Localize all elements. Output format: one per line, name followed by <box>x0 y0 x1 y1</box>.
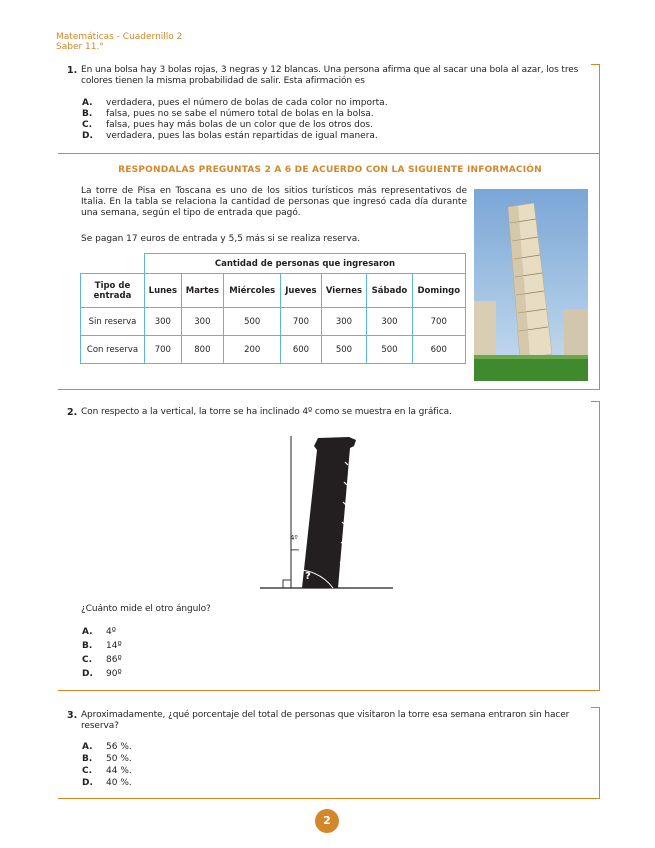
q3-option-d[interactable]: D. 40 %. <box>82 778 132 788</box>
question-1-text: En una bolsa hay 3 bolas rojas, 3 negras y 12 blancas. Una persona afirma que al sacar una bola al azar, los tres colores tienen la misma probabilidad de salir. Esta afirmación es <box>81 65 579 86</box>
q2-option-a[interactable]: A. 4º <box>82 627 116 637</box>
question-2-prompt: ¿Cuánto mide el otro ángulo? <box>81 604 211 614</box>
day-header: Lunes <box>145 274 182 308</box>
table-cell: 300 <box>145 308 182 336</box>
day-header: Martes <box>181 274 223 308</box>
table-cell: 500 <box>321 336 367 364</box>
info-paragraph-2: Se pagan 17 euros de entrada y 5,5 más si se realiza reserva. <box>81 234 361 244</box>
day-header: Domingo <box>412 274 465 308</box>
table-corner-header: Tipo de entrada <box>81 274 145 308</box>
question-1-number: 1. <box>67 65 78 76</box>
q2-option-b[interactable]: B. 14º <box>82 641 122 651</box>
table-cell: 600 <box>281 336 321 364</box>
leaning-tower-diagram <box>250 432 400 592</box>
table-row-con-reserva <box>81 336 466 364</box>
row-label: Con reserva <box>81 336 145 364</box>
table-cell: 200 <box>224 336 281 364</box>
day-header: Jueves <box>281 274 321 308</box>
table-cell: 800 <box>181 336 223 364</box>
table-cell: 700 <box>281 308 321 336</box>
table-cell: 600 <box>412 336 465 364</box>
question-2-text: Con respecto a la vertical, la torre se ha inclinado 4º como se muestra en la gráfica. <box>81 407 452 417</box>
table-cell: 700 <box>412 308 465 336</box>
question-2-number: 2. <box>67 407 78 418</box>
header-subject: Matemáticas - Cuadernillo 2 <box>56 32 183 42</box>
q3-option-b[interactable]: B. 50 %. <box>82 754 132 764</box>
table-caption: Cantidad de personas que ingresaron <box>145 254 466 274</box>
table-cell: 500 <box>367 336 412 364</box>
visitors-table <box>80 253 466 364</box>
table-cell: 300 <box>181 308 223 336</box>
q1-option-a[interactable]: A. verdadera, pues el número de bolas de cada color no importa. <box>82 98 388 108</box>
info-title: RESPONDALAS PREGUNTAS 2 A 6 DE ACUERDO CON LA SIGUIENTE INFORMACIÓN <box>118 165 542 175</box>
day-header: Viernes <box>321 274 367 308</box>
q2-option-d[interactable]: D. 90º <box>82 669 122 679</box>
angle-4-label: 4º <box>290 534 298 542</box>
pisa-tower-photo <box>474 189 588 381</box>
table-cell: 500 <box>224 308 281 336</box>
q3-option-a[interactable]: A. 56 %. <box>82 742 132 752</box>
page-number: 2 <box>315 809 339 833</box>
day-header: Sábado <box>367 274 412 308</box>
header-exam: Saber 11.° <box>56 42 104 52</box>
table-row-sin-reserva <box>81 308 466 336</box>
q3-option-c[interactable]: C. 44 %. <box>82 766 132 776</box>
row-label: Sin reserva <box>81 308 145 336</box>
table-cell: 300 <box>367 308 412 336</box>
unknown-angle-label: ? <box>305 571 311 582</box>
table-cell: 700 <box>145 336 182 364</box>
q1-option-b[interactable]: B. falsa, pues no se sabe el número total de bolas en la bolsa. <box>82 109 374 119</box>
q2-option-c[interactable]: C. 86º <box>82 655 122 665</box>
table-header-row <box>81 274 466 308</box>
q1-option-d[interactable]: D. verdadera, pues las bolas están repartidas de igual manera. <box>82 131 378 141</box>
question-3-number: 3. <box>67 710 78 721</box>
q1-option-c[interactable]: C. falsa, pues hay más bolas de un color que de los otros dos. <box>82 120 373 130</box>
question-3-text: Aproximadamente, ¿qué porcentaje del total de personas que visitaron la torre esa semana entraron sin hacer reserva? <box>81 710 570 731</box>
day-header: Miércoles <box>224 274 281 308</box>
info-paragraph-1: La torre de Pisa en Toscana es uno de los sitios turísticos más representativos de Italia. En la tabla se relaciona la cantidad de personas que ingresó cada día durante una semana, según el tipo de entrada que pagó. <box>81 186 467 218</box>
page-header <box>56 32 182 52</box>
table-cell: 300 <box>321 308 367 336</box>
